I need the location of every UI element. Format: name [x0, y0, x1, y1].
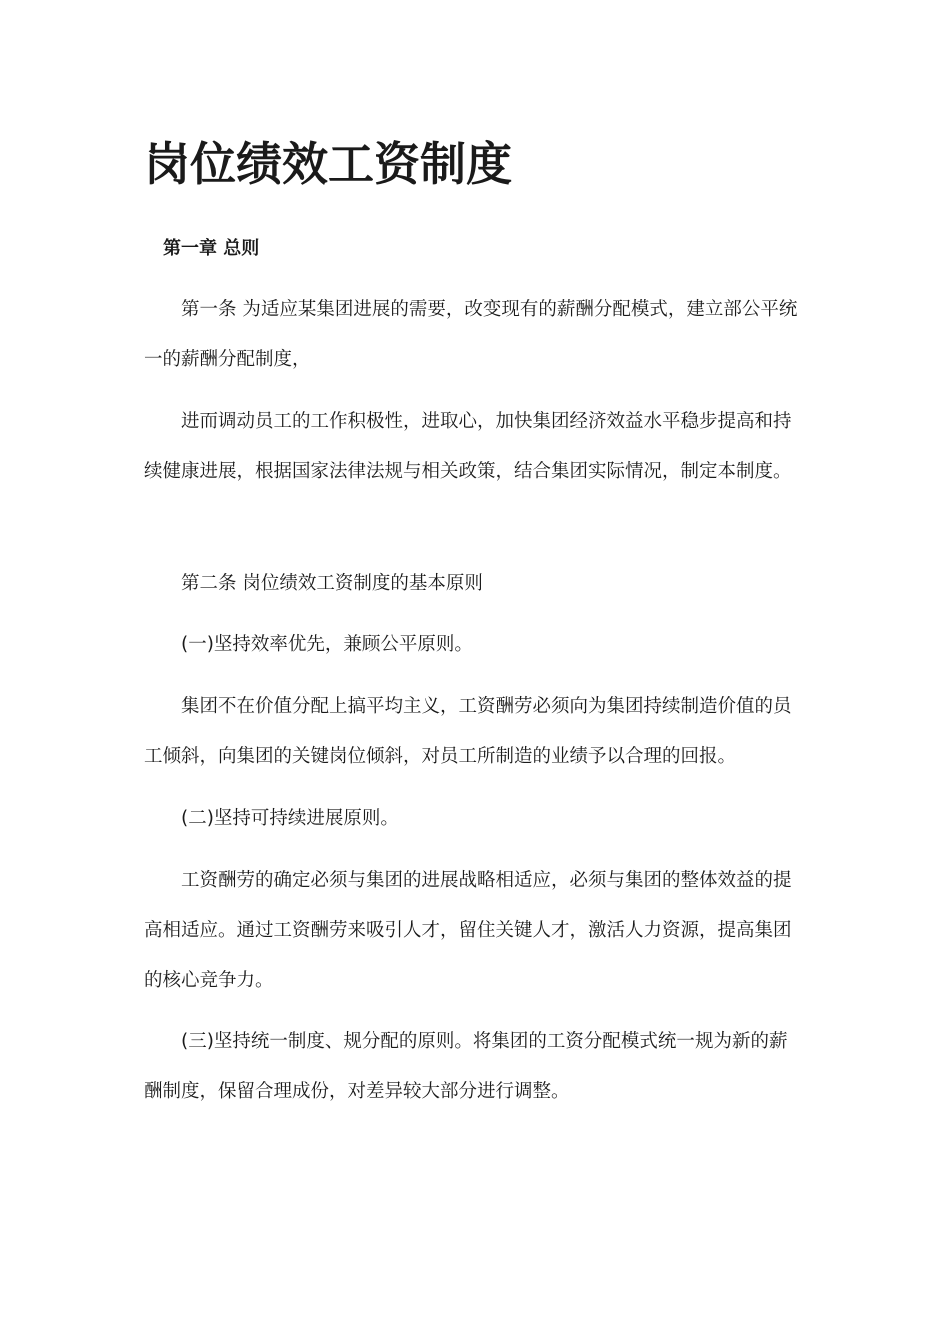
paragraph-principle-1-detail: 集团不在价值分配上搞平均主义，工资酬劳必须向为集团持续制造价值的员工倾斜，向集团的关键岗位倾斜，对员工所制造的业绩予以合理的回报。 — [144, 696, 792, 767]
paragraph-article-1: 第一条 为适应某集团进展的需要，改变现有的薪酬分配模式，建立部公平统一的薪酬分配制度， — [144, 299, 798, 370]
document-title: 岗位绩效工资制度 — [144, 137, 512, 191]
chapter-heading: 第一章 总则 — [163, 238, 260, 259]
paragraph-article-2: 第二条 岗位绩效工资制度的基本原则 — [181, 573, 483, 594]
paragraph-principle-2: (二)坚持可持续进展原则。 — [181, 808, 399, 829]
paragraph-principle-3: (三)坚持统一制度、规分配的原则。将集团的工资分配模式统一规为新的薪酬制度，保留合理成份，对差异较大部分进行调整。 — [144, 1031, 788, 1102]
paragraph-principle-2-detail: 工资酬劳的确定必须与集团的进展战略相适应，必须与集团的整体效益的提高相适应。通过工资酬劳来吸引人才，留住关键人才，激活人力资源，提高集团的核心竞争力。 — [144, 870, 792, 991]
paragraph-purpose: 进而调动员工的工作积极性，进取心，加快集团经济效益水平稳步提高和持续健康进展，根据国家法律法规与相关政策，结合集团实际情况，制定本制度。 — [144, 411, 792, 482]
paragraph-principle-1: (一)坚持效率优先，兼顾公平原则。 — [181, 634, 473, 655]
